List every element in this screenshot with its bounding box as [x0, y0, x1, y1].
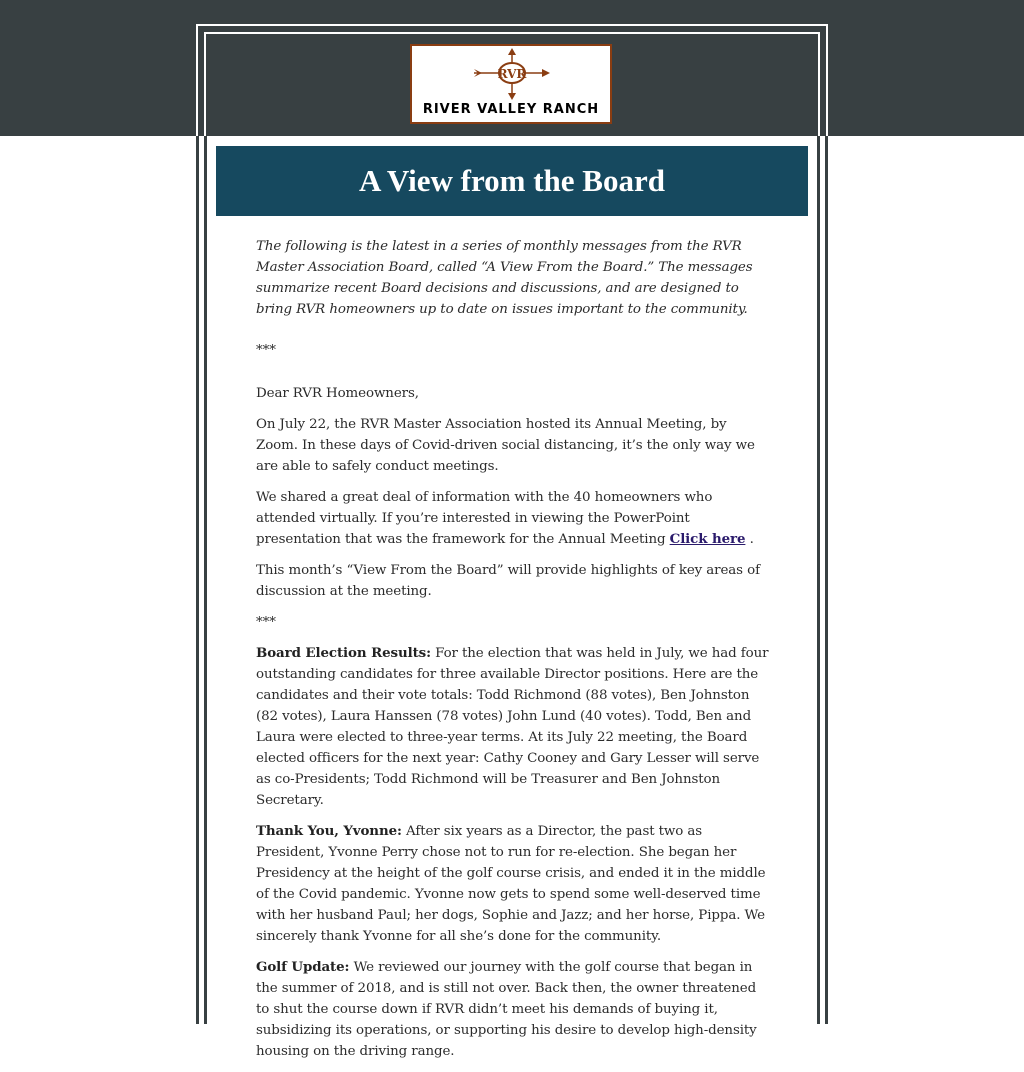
click-here-link[interactable]: Click here	[669, 531, 746, 547]
section-golf	[256, 957, 771, 1062]
intro-paragraph: The following is the latest in a series of monthly messages from the RVR Master Association Board, called “A View From the Board.” The messages summarize recent Board decisions and discussions, and are designed to bring RVR homeowners up to date on issues important to the community.	[256, 239, 753, 317]
newsletter-body	[256, 236, 771, 1072]
separator: ***	[256, 343, 276, 358]
logo-text: RIVER VALLEY RANCH	[422, 102, 600, 117]
paragraph-highlights: This month’s “View From the Board” will provide highlights of key areas of discussion at the meeting.	[256, 563, 760, 599]
rvr-logo[interactable]	[410, 44, 612, 124]
section-text: We reviewed our journey with the golf course that began in the summer of 2018, and is still not over. Back then, the owner threatened to shut the course down if RVR didn’t meet his demands of buying it, subsidizing its operations, or supporting his desire to develop high-density housing on the driving range.	[256, 960, 757, 1059]
section-election	[256, 643, 771, 811]
section-heading: Board Election Results:	[256, 645, 431, 661]
section-thank-you	[256, 821, 771, 947]
separator: ***	[256, 615, 276, 630]
section-text: For the election that was held in July, we had four outstanding candidates for three available Director positions. Here are the candidates and their vote totals: Todd Richmond (88 votes), Ben Johnston (82 votes), Laura Hanssen (78 votes) John Lund (40 votes). Todd, Ben and Laura were elected to three-year terms. At its July 22 meeting, the Board elected officers for the next year: Cathy Cooney and Gary Lesser will serve as co-Presidents; Todd Richmond will be Treasurer and Ben Johnston Secretary.	[256, 646, 769, 808]
section-heading: Thank You, Yvonne:	[256, 823, 402, 839]
logo-monogram: RVR	[497, 67, 527, 81]
arrow-compass-icon	[472, 48, 552, 100]
greeting: Dear RVR Homeowners,	[256, 386, 419, 401]
paragraph-text: We shared a great deal of information with the 40 homeowners who attended virtually. If you’re interested in viewing the PowerPoint presentation that was the framework for the Annual Meeting	[256, 490, 713, 547]
paragraph-presentation	[256, 487, 771, 550]
page-title: A View from the Board	[216, 146, 808, 216]
section-text: After six years as a Director, the past two as President, Yvonne Perry chose not to run for re-election. She began her Presidency at the height of the golf course crisis, and ended it in the middle of the Covid pandemic. Yvonne now gets to spend some well-deserved time with her husband Paul; her dogs, Sophie and Jazz; and her horse, Pippa. We sincerely thank Yvonne for all she’s done for the community.	[256, 824, 766, 944]
paragraph-annual-meeting: On July 22, the RVR Master Association hosted its Annual Meeting, by Zoom. In these days of Covid-driven social distancing, it’s the only way we are able to safely conduct meetings.	[256, 417, 755, 474]
section-heading: Golf Update:	[256, 959, 350, 975]
paragraph-text: .	[745, 532, 754, 547]
